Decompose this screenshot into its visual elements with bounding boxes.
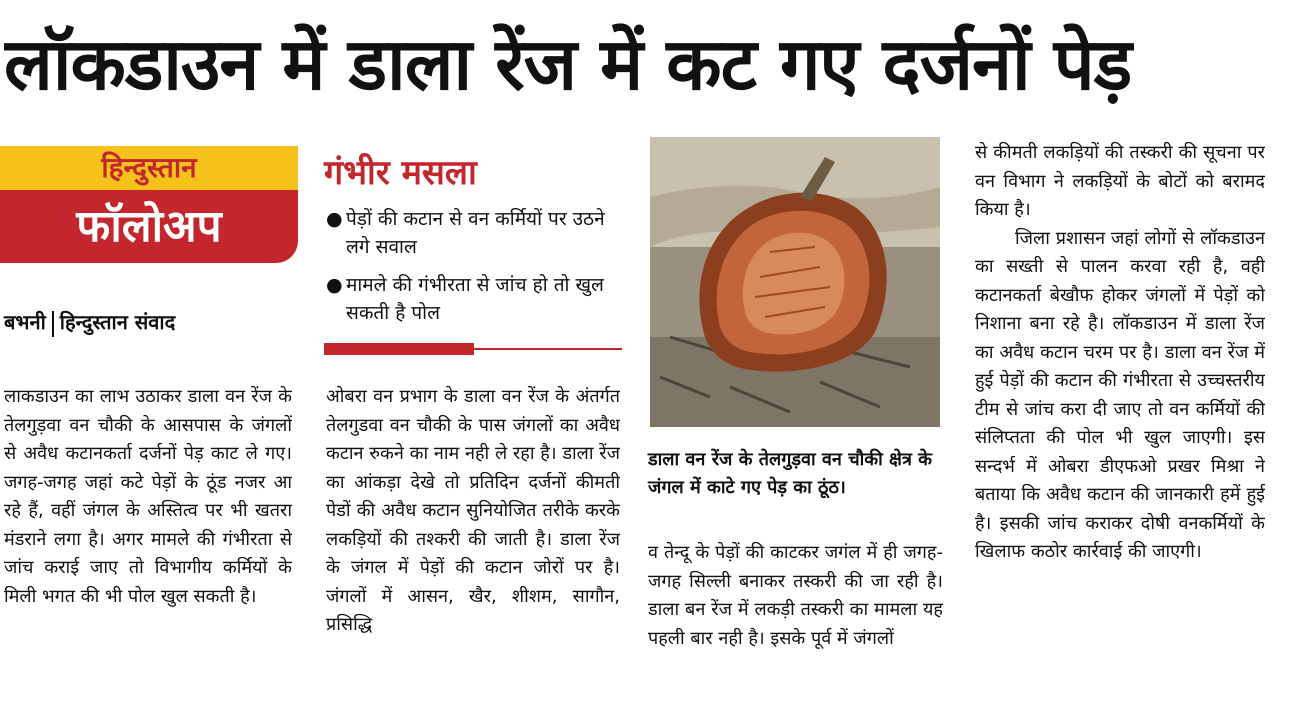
article-column-3: व तेन्दू के पेड़ों की काटकर जगंल में ही जगह-जगह सिल्ली बनाकर तस्करी की जा रही है। डाला बन रेंज में लकड़ी तस्करी का मामला यह पहली बार नही है। इसके पूर्व में जंगलों (648, 542, 943, 649)
bullet-text: पेड़ों की कटान से वन कर्मियों पर उठने लगे सवाल (346, 208, 605, 258)
issue-bullets (324, 205, 624, 337)
byline-place: बभनी (4, 310, 46, 334)
tree-stump-image (650, 137, 940, 427)
section-rule (324, 346, 622, 352)
section-rule-thick (324, 343, 474, 355)
article-paragraph: जिला प्रशासन जहां लोगों से लॉकडाउन का सख्ती से पालन करवा रही है, वही कटानकर्ता बेखौफ होकर जंगलों में पेड़ों को निशाना बना रहे है। लॉकडाउन में डाला रेंज का अवैध कटान चरम पर है। डाला वन रेंज में हुई पेड़ों की कटान की गंभीरता से उच्चस्तरीय टीम से जांच करा दी जाए तो वन कर्मियों की संलिप्तता की पोल भी खुल जाएगी। इस सन्दर्भ में ओबरा डीएफओ प्रखर मिश्रा ने बताया कि अवैध कटान की जानकारी हमें हुई है। इसकी जांच कराकर दोषी वनकर्मियों के खिलाफ कठोर कार्रवाई की जाएगी। (975, 227, 1265, 562)
issue-title: गंभीर मसला (324, 153, 477, 193)
headline: लॉकडाउन में डाला रेंज में कट गए दर्जनों पेड़ (4, 22, 1132, 106)
article-paragraph: से कीमती लकड़ियों की तस्करी की सूचना पर वन विभाग ने लकड़ियों के बोटों को बरामद किया है। (975, 142, 1265, 220)
byline-agency: हिन्दुस्तान संवाद (59, 310, 176, 334)
brand-label: फॉलोअप (0, 190, 298, 263)
article-column-2: ओबरा वन प्रभाग के डाला वन रेंज के अंतर्गत तेलगुडवा वन चौकी के पास जंगलों का अवैध कटान रुकने का नाम नही ले रहा है। डाला रेंज का आंकड़ा देखे तो प्रतिदिन दर्जनों कीमती पेडों की अवैध कटान सुनियोजित तरीके करके लकड़ियों की तश्करी की जाती है। डाला रेंज के जंगल में पेड़ों की कटान जोरों पर है। जंगलों में आसन, खैर, शीशम, सागौन, प्रसिद्धि (326, 386, 620, 635)
brand-name: हिन्दुस्तान (0, 146, 298, 190)
article-column-4 (975, 139, 1265, 699)
byline (4, 308, 175, 337)
section-rule-thin (474, 348, 622, 350)
bullet-item (324, 205, 624, 261)
article-column-1: लाकडाउन का लाभ उठाकर डाला वन रेंज के तेलगुड़वा वन चौकी के आसपास के जंगलों से अवैध कटानकर्ता दर्जनों पेड़ काट ले गए। जगह-जगह जहां कटे पेड़ों के ठूंड नजर आ रहे हैं, वहीं जंगल के अस्तित्व पर भी खतरा मंडराने लगा है। अगर मामले की गंभीरता से जांच कराई जाए तो विभागीय कर्मियों के मिली भगत की भी पोल खुल सकती है। (4, 386, 292, 607)
photo-caption: डाला वन रेंज के तेलगुड़वा वन चौकी क्षेत्र के जंगल में काटे गए पेड़ का ठूंठ। (648, 449, 932, 498)
brand-banner (0, 146, 298, 263)
tree-stump-photo (650, 137, 940, 427)
byline-divider (52, 311, 54, 337)
bullet-dot-icon: ● (326, 274, 343, 296)
bullet-item (324, 271, 624, 327)
bullet-text: मामले की गंभीरता से जांच हो तो खुल सकती है पोल (346, 274, 604, 324)
bullet-dot-icon: ● (326, 208, 343, 230)
